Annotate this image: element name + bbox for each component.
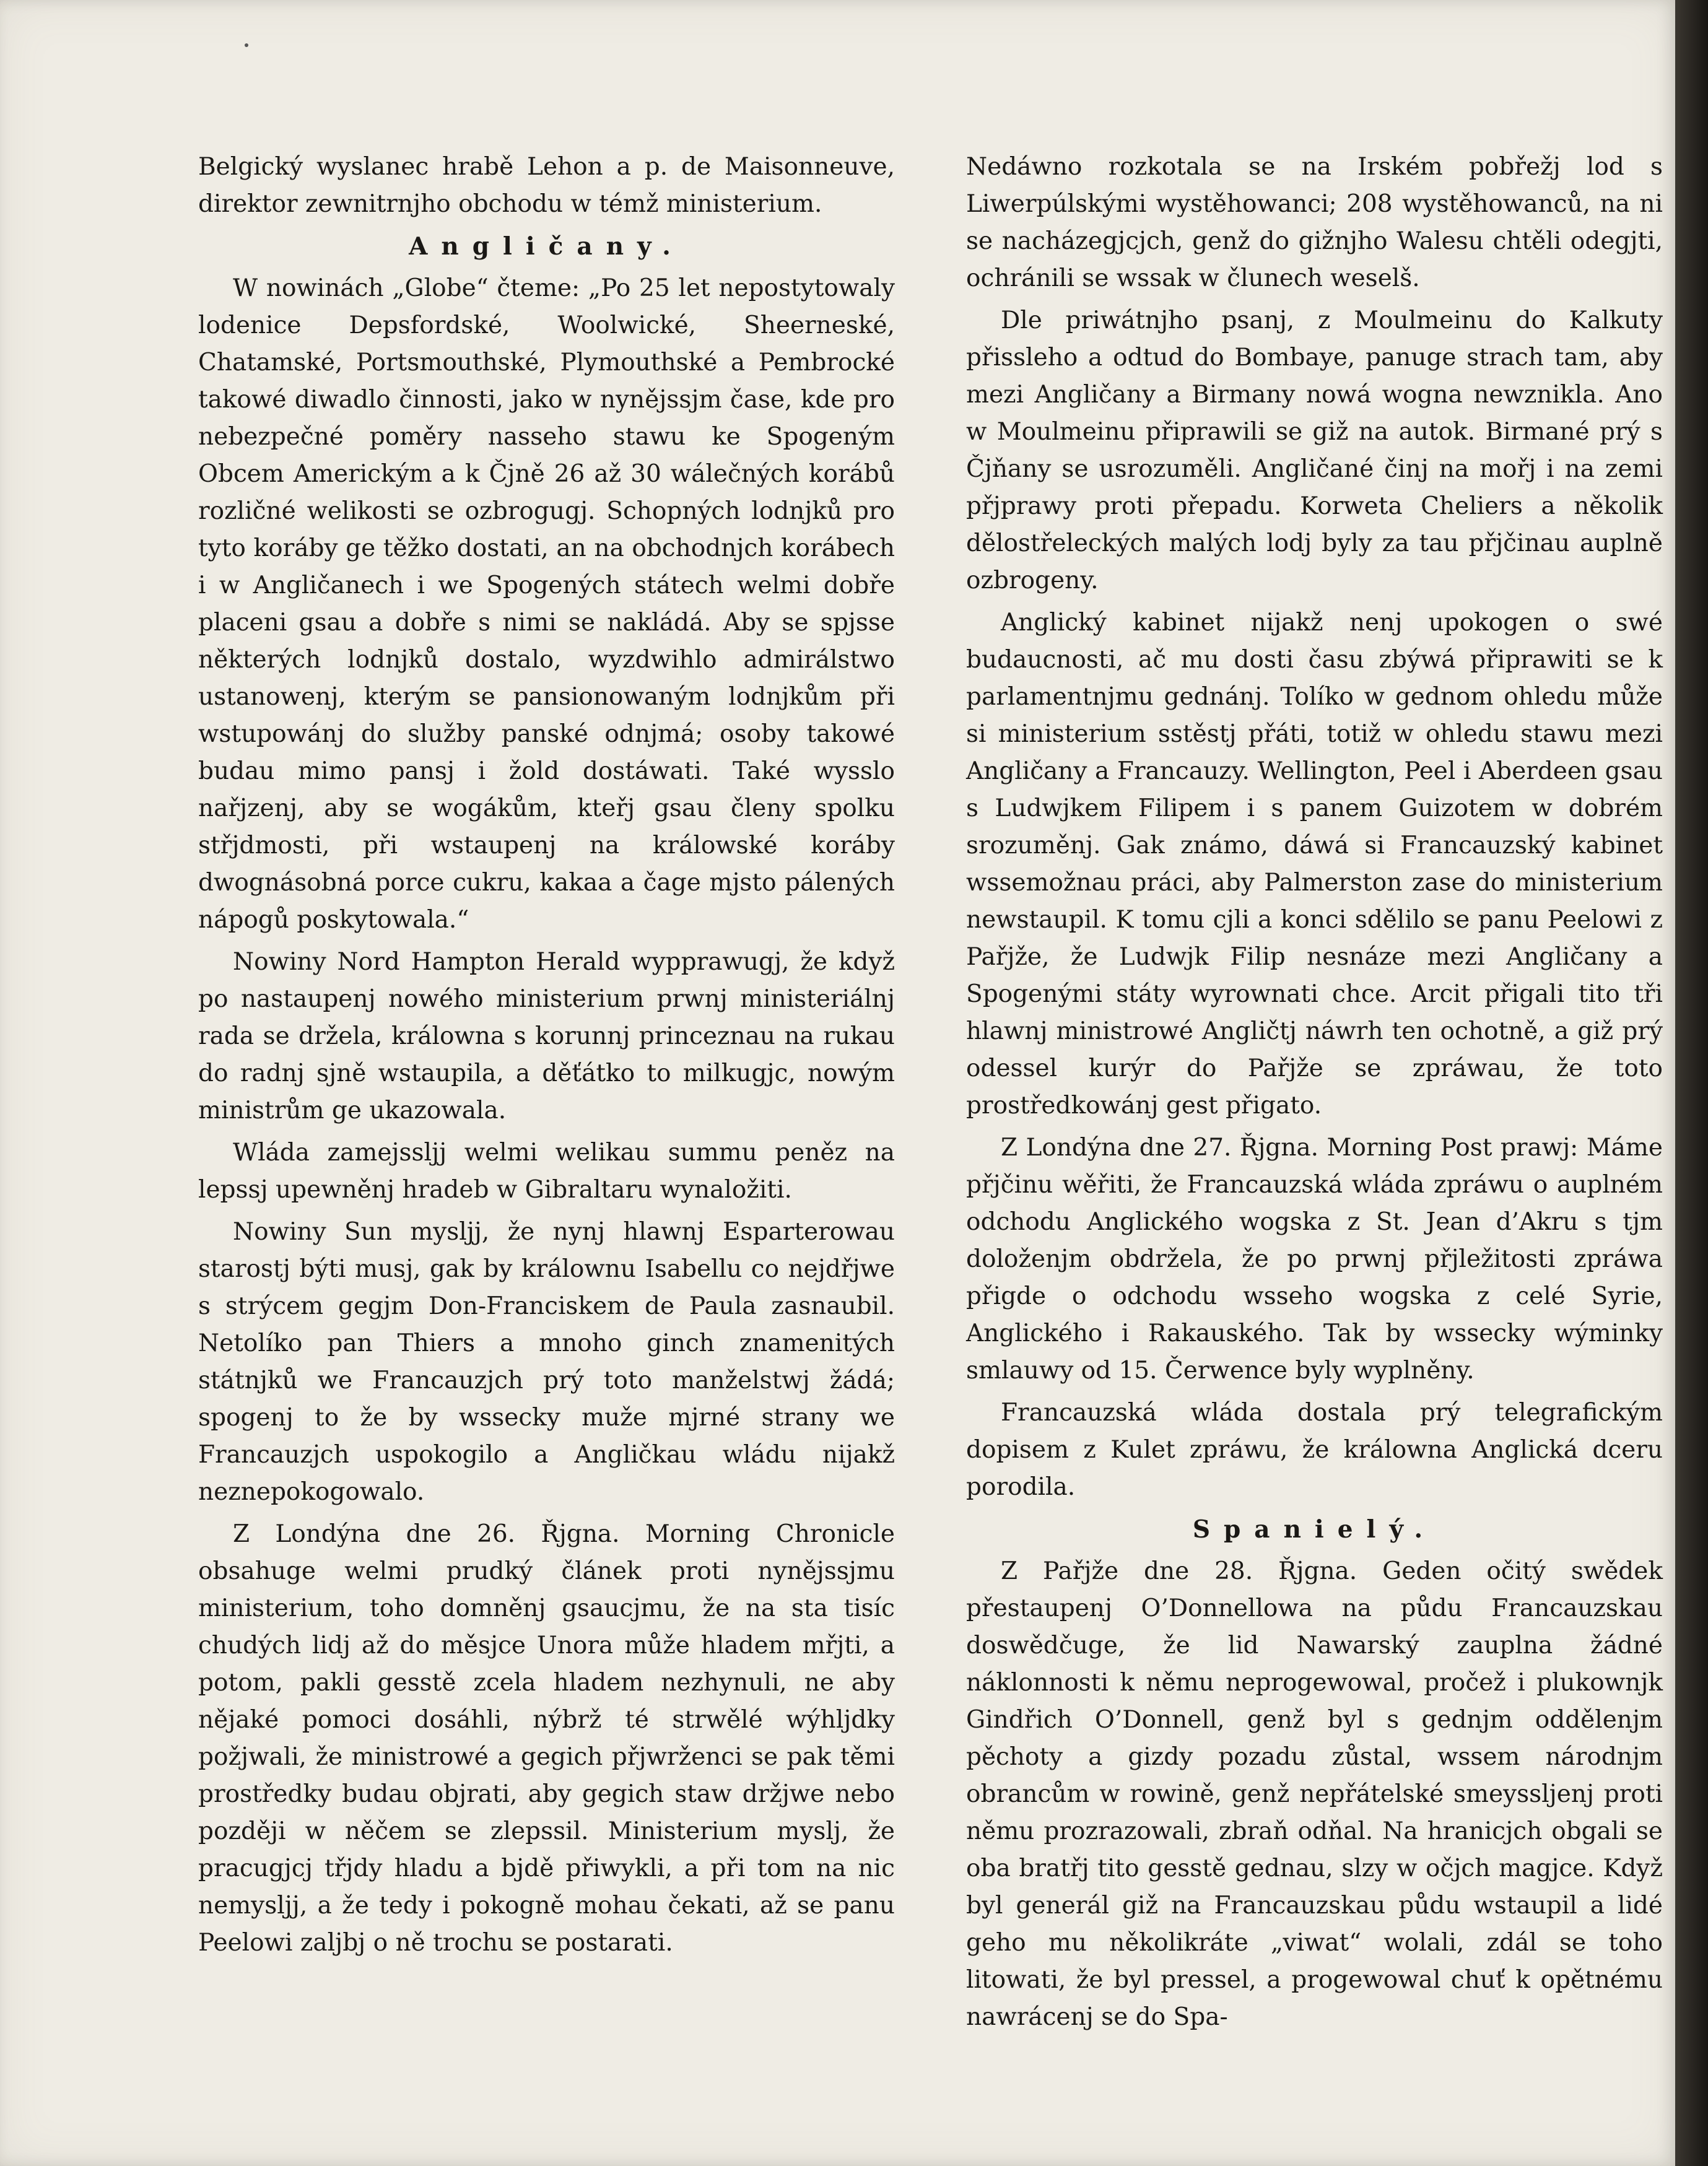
article-sun-isabella: Nowiny Sun mysljj, že nynj hlawnj Esparterowau starostj býti musj, gak by králownu Isabellu co nejdřjwe s strýcem gegjm Don-Franciskem de Paula zasnaubil. Netolíko pan Thiers a mnoho ginch znamenitých státnjků we Francauzjch prý toto manželstwj žádá; spogenj to že by wssecky muže mjrné strany we Francauzjch uspokogilo a Angličkau wládu nijakž neznepokogowalo. — [198, 1218, 895, 1506]
article-nord-hampton-herald: Nowiny Nord Hampton Herald wypprawugj, že když po nastaupenj nowého ministerium prwnj ministeriálnj rada se držela, králowna s korunnj princeznau na rukau do radnj sjně wstaupila, a děťátko to milkugjc, nowým ministrům ge ukazowala. — [198, 948, 895, 1124]
left-column — [198, 149, 895, 1967]
article-belgian-envoy: Belgický wyslanec hrabě Lehon a p. de Maisonneuve, direktor zewnitrnjho obchodu w témž ministerium. — [198, 153, 895, 218]
section-heading-spain: Spanielý. — [1192, 1515, 1437, 1544]
article-morning-chronicle: Z Londýna dne 26. Řjgna. Morning Chronicle obsahuge welmi prudký článek proti nynějssjmu ministerium, toho domněnj gsaucjmu, že na sta tisíc chudých lidj až do měsjce Unora může hladem mřjti, a potom, pakli gesstě zcela hladem nezhynuli, ne aby nějaké pomoci dosáhli, nýbrž té strwělé wýhljdky požjwali, že ministrowé a gegich přjwrženci se pak těmi prostředky budau objrati, aby gegich staw držjwe nebo později w něčem se zlepssil. Ministerium myslj, že pracugjcj třjdy hladu a bjdě přiwykli, a při tom na nic nemysljj, a že tedy i pokogně mohau čekati, až se panu Peelowi zaljbj o ně trochu se postarati. — [198, 1520, 895, 1957]
article-english-cabinet: Anglický kabinet nijakž nenj upokogen o swé budaucnosti, ač mu dosti času zbýwá připrawiti se k parlamentnjmu gednánj. Tolíko w gednom ohledu může si ministerium sstěstj přáti, totiž w ohledu stawu mezi Angličany a Francauzy. Wellington, Peel i Aberdeen gsau s Ludwjkem Filipem i s panem Guizotem w dobrém srozuměnj. Gak známo, dáwá si Francauzský kabinet wssemožnau práci, aby Palmerston zase do ministerium newstaupil. K tomu cjli a konci sdělilo se panu Peelowi z Pařjže, že Ludwjk Filip nesnáze mezi Angličany a Spogenými státy wyrownati chce. Arcit přigali tito tři hlawnj ministrowé Angličtj náwrh ten ochotně, a giž prý odessel kurýr do Pařjže se zpráwau, že toto prostředkowánj gest přigato. — [966, 609, 1663, 1120]
right-column — [966, 149, 1663, 2041]
article-gibraltar: Wláda zamejssljj welmi welikau summu peněz na lepssj upewněnj hradeb w Gibraltaru wynaložiti. — [198, 1139, 895, 1204]
ink-speck — [245, 43, 248, 47]
article-morning-post: Z Londýna dne 27. Řjgna. Morning Post prawj: Máme přjčinu wěřiti, že Francauzská wláda zpráwu o auplném odchodu Anglického wogska z St. Jean d’Akru s tjm doloženjm obdržela, že po prwnj přjležitosti zpráwa přigde o odchodu wsseho wogska z celé Syrie, Anglického i Rakauského. Tak by wssecky wýminky smlauwy od 15. Čerwence byly wyplněny. — [966, 1134, 1663, 1385]
article-paris-odonnell: Z Pařjže dne 28. Řjgna. Geden očitý swědek přestaupenj O’Donnellowa na půdu Francauzskau doswědčuge, že lid Nawarský zauplna žádné náklonnosti k němu neprogewowal, pročež i plukownjk Gindřich O’Donnell, genž byl s gednjm oddělenjm pěchoty a gizdy pozadu zůstal, wssem národnjm obrancům w rowině, genž nepřátelské smeyssljenj proti němu prozrazowali, zbraň odňal. Na hranicjch obgali se oba bratřj tito gesstě gednau, slzy w očjch magjce. Když byl generál giž na Francauzskau půdu wstaupil a lidé geho mu několikráte „viwat“ wolali, zdál se toho litowati, že byl pressel, a progewowal chuť k opětnému nawrácenj se do Spa- — [966, 1557, 1663, 2031]
article-moulmein-burma: Dle priwátnjho psanj, z Moulmeinu do Kalkuty přissleho a odtud do Bombaye, panuge strach tam, aby mezi Angličany a Birmany nowá wogna newznikla. Ano w Moulmeinu připrawili se giž na autok. Birmané prý s Čjňany se usrozuměli. Angličané činj na mořj i na zemi přjprawy proti přepadu. Korweta Cheliers a několik dělostřeleckých malých lodj byly za tau přjčinau auplně ozbrogeny. — [966, 307, 1663, 594]
article-telegraph-queen: Francauzská wláda dostala prý telegrafickým dopisem z Kulet zpráwu, že králowna Anglická dceru porodila. — [966, 1399, 1663, 1501]
article-irish-shipwreck: Nedáwno rozkotala se na Irském pobřežj lod s Liwerpúlskými wystěhowanci; 208 wystěhowanců, na ni se nacházegjcjch, genž do gižnjho Walesu chtěli odegjti, ochránili se wssak w člunech weselš. — [966, 153, 1663, 292]
section-heading-england: Angličany. — [409, 232, 684, 261]
article-globe-shipyards: W nowinách „Globe“ čteme: „Po 25 let nepostytowaly lodenice Depsfordské, Woolwické, Sheerneské, Chatamské, Portsmouthské, Plymouthské a Pembrocké takowé diwadlo činnosti, jako w nynějssjm čase, kde pro nebezpečné poměry nasseho stawu ke Spogeným Obcem Americkým a k Čjně 26 až 30 wálečných korábů rozličné welikosti se ozbrogugj. Schopných lodnjků pro tyto koráby ge těžko dostati, an na obchodnjch korábech i w Angličanech i we Spogených státech welmi dobře placeni gsau a dobře s nimi se nakládá. Aby se spjsse některých lodnjků dostalo, wyzdwihlo admirálstwo ustanowenj, kterým se pansionowaným lodnjkům při wstupowánj do služby panské odnjmá; osoby takowé budau mimo pansj i žold dostáwati. Také wysslo nařjzenj, aby se wogákům, kteřj gsau členy spolku střjdmosti, při wstaupenj na králowské koráby dwognásobná porce cukru, kakaa a čage mjsto pálených nápogů poskytowala.“ — [198, 274, 895, 934]
page-edge-shadow — [1675, 0, 1708, 2166]
